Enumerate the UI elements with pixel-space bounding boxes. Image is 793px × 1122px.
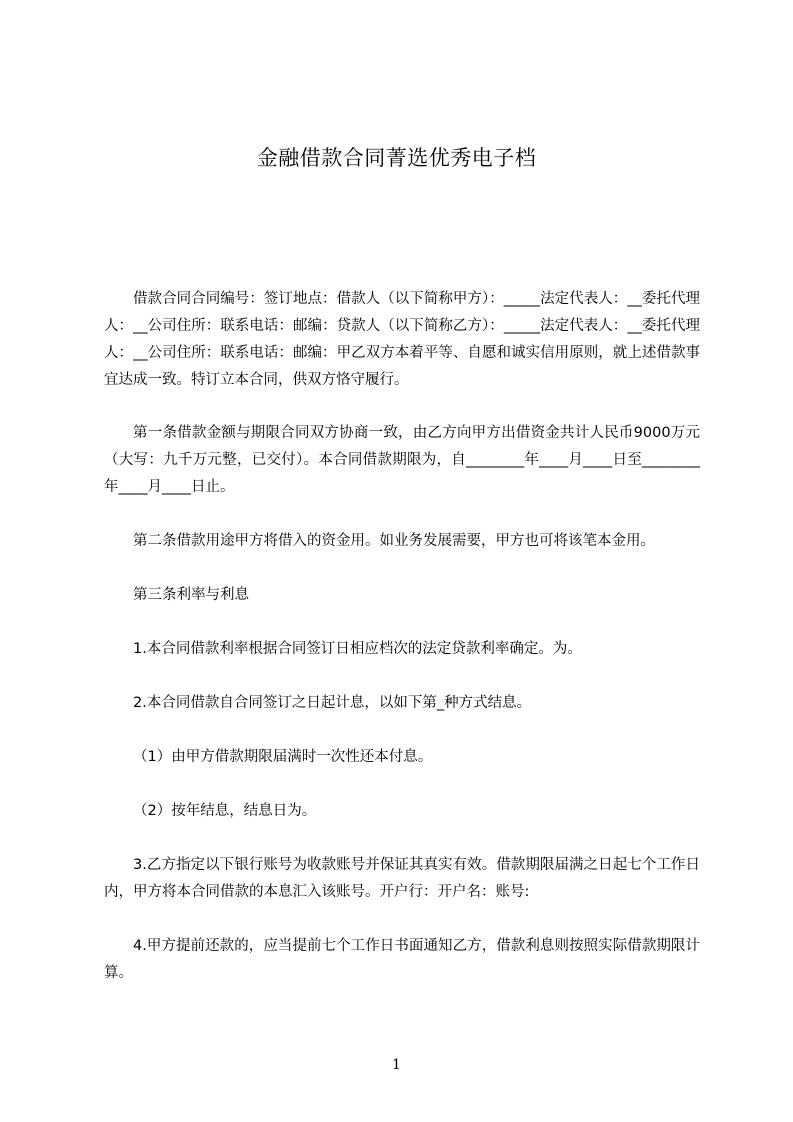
paragraph-clause-2: 2.本合同借款自合同签订之日起计息，以如下第_种方式结息。	[133, 695, 532, 711]
paragraph-clause-2-option-1: （1）由甲方借款期限届满时一次性还本付息。	[133, 749, 433, 765]
paragraph-article-1: 第一条借款金额与期限合同双方协商一致，由乙方向甲方出借资金共计人民币9000万元（大写：九千万元整，已交付）。本合同借款期限为，自________年____月____日至________年____月____日止。	[104, 425, 700, 495]
paragraph-article-2: 第二条借款用途甲方将借入的资金用。如业务发展需要，甲方也可将该笔本金用。	[133, 533, 655, 549]
page-number: 1	[392, 1057, 401, 1073]
paragraph-clause-4: 4.甲方提前还款的，应当提前七个工作日书面通知乙方，借款利息则按照实际借款期限计算。	[104, 938, 700, 981]
paragraph-clause-3: 3.乙方指定以下银行账号为收款账号并保证其真实有效。借款期限届满之日起七个工作日内，甲方将本合同借款的本息汇入该账号。开户行：开户名：账号:	[104, 857, 700, 900]
document-title: 金融借款合同菁选优秀电子档	[256, 146, 537, 170]
document-body	[104, 286, 700, 987]
paragraph-preamble: 借款合同合同编号：签订地点：借款人（以下简称甲方）：_____法定代表人：__委托代理人：__公司住所：联系电话：邮编：贷款人（以下简称乙方）：_____法定代表人：__委托代理人：__公司住所：联系电话：邮编：甲乙双方本着平等、自愿和诚实信用原则，就上述借款事宜达成一致。特订立本合同，供双方恪守履行。	[104, 291, 700, 388]
paragraph-clause-2-option-2: （2）按年结息，结息日为。	[133, 803, 317, 819]
paragraph-article-3-heading: 第三条利率与利息	[133, 587, 249, 603]
paragraph-clause-1: 1.本合同借款利率根据合同签订日相应档次的法定贷款利率确定。为。	[133, 641, 582, 657]
